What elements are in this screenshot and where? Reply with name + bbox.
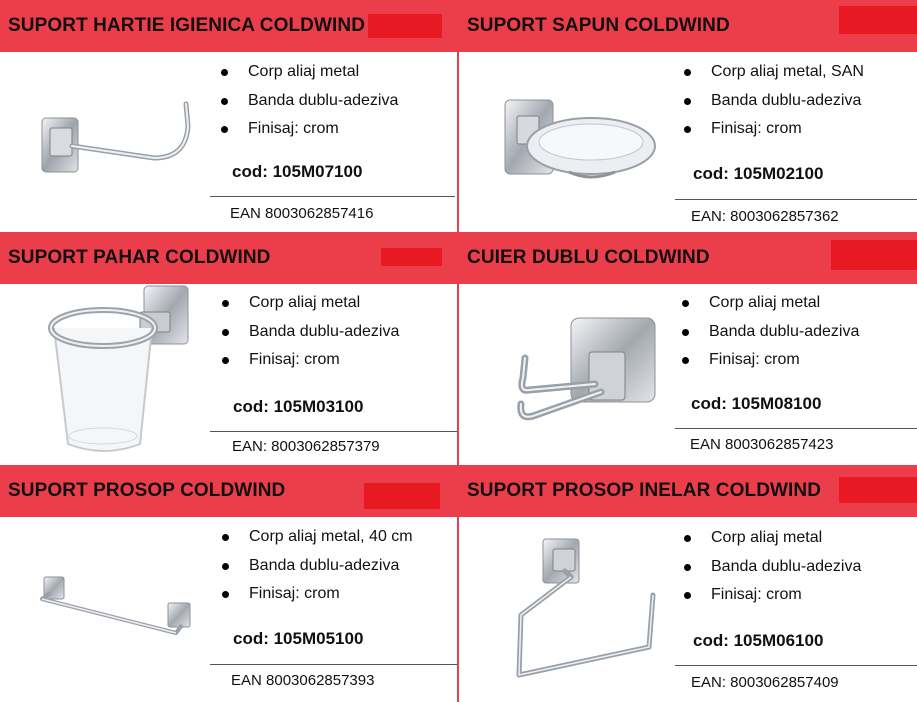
product-title: SUPORT SAPUN COLDWIND bbox=[467, 15, 730, 36]
feature-item: Finisaj: crom bbox=[212, 115, 398, 144]
towel-bar-icon bbox=[36, 573, 198, 643]
divider bbox=[675, 428, 917, 429]
double-hook-icon bbox=[511, 312, 661, 428]
product-card-cup-holder bbox=[0, 232, 457, 465]
feature-item: Corp aliaj metal bbox=[212, 58, 398, 87]
feature-item: Banda dublu-adeziva bbox=[675, 87, 864, 116]
product-code: cod: 105M08100 bbox=[691, 394, 822, 413]
feature-list bbox=[213, 289, 399, 375]
product-title: SUPORT PROSOP COLDWIND bbox=[8, 480, 286, 501]
feature-list bbox=[213, 523, 413, 609]
product-title: SUPORT PAHAR COLDWIND bbox=[8, 247, 271, 268]
product-card-soap-dish bbox=[459, 0, 917, 232]
feature-item: Corp aliaj metal bbox=[673, 289, 859, 318]
feature-list bbox=[675, 524, 861, 610]
red-tag bbox=[364, 483, 440, 509]
product-ean: EAN 8003062857416 bbox=[230, 205, 374, 222]
column-divider bbox=[457, 0, 459, 702]
feature-item: Banda dublu-adeziva bbox=[673, 318, 859, 347]
divider bbox=[210, 196, 455, 197]
feature-item: Finisaj: crom bbox=[213, 346, 399, 375]
product-ean: EAN: 8003062857379 bbox=[232, 438, 380, 455]
soap-dish-icon bbox=[499, 94, 659, 190]
product-title: SUPORT HARTIE IGIENICA COLDWIND bbox=[8, 15, 366, 36]
feature-item: Corp aliaj metal, SAN bbox=[675, 58, 864, 87]
toilet-paper-holder-icon bbox=[36, 98, 196, 180]
product-header bbox=[0, 0, 457, 52]
feature-item: Finisaj: crom bbox=[675, 581, 861, 610]
feature-item: Banda dublu-adeziva bbox=[212, 87, 398, 116]
feature-item: Banda dublu-adeziva bbox=[213, 318, 399, 347]
product-card-toilet-paper-holder bbox=[0, 0, 457, 232]
product-ean: EAN: 8003062857409 bbox=[691, 674, 839, 691]
product-ean: EAN: 8003062857362 bbox=[691, 208, 839, 225]
product-code: cod: 105M03100 bbox=[233, 397, 364, 416]
feature-item: Corp aliaj metal, 40 cm bbox=[213, 523, 413, 552]
product-title: SUPORT PROSOP INELAR COLDWIND bbox=[467, 480, 822, 501]
product-header bbox=[459, 0, 917, 52]
divider bbox=[675, 199, 917, 200]
product-title: CUIER DUBLU COLDWIND bbox=[467, 247, 710, 268]
red-tag bbox=[839, 477, 917, 503]
divider bbox=[210, 431, 457, 432]
cup-holder-icon bbox=[40, 284, 200, 460]
feature-list bbox=[675, 58, 864, 144]
product-card-double-hook bbox=[459, 232, 917, 465]
feature-item: Finisaj: crom bbox=[675, 115, 864, 144]
product-code: cod: 105M02100 bbox=[693, 164, 824, 183]
red-tag bbox=[381, 248, 442, 266]
product-card-towel-bar bbox=[0, 465, 457, 702]
feature-list bbox=[673, 289, 859, 375]
feature-item: Banda dublu-adeziva bbox=[213, 552, 413, 581]
product-header bbox=[0, 465, 457, 517]
product-ean: EAN 8003062857423 bbox=[690, 436, 834, 453]
product-ean: EAN 8003062857393 bbox=[231, 672, 375, 689]
divider bbox=[210, 664, 457, 665]
product-header bbox=[459, 232, 917, 284]
red-tag bbox=[839, 6, 917, 34]
red-tag bbox=[368, 14, 442, 38]
towel-ring-icon bbox=[513, 535, 661, 685]
product-code: cod: 105M07100 bbox=[232, 162, 363, 181]
feature-item: Corp aliaj metal bbox=[213, 289, 399, 318]
product-header bbox=[0, 232, 457, 284]
product-code: cod: 105M06100 bbox=[693, 631, 824, 650]
product-code: cod: 105M05100 bbox=[233, 629, 364, 648]
feature-item: Corp aliaj metal bbox=[675, 524, 861, 553]
feature-list bbox=[212, 58, 398, 144]
product-header bbox=[459, 465, 917, 517]
product-card-towel-ring bbox=[459, 465, 917, 702]
feature-item: Finisaj: crom bbox=[213, 580, 413, 609]
divider bbox=[675, 665, 917, 666]
feature-item: Finisaj: crom bbox=[673, 346, 859, 375]
red-tag bbox=[831, 240, 917, 270]
feature-item: Banda dublu-adeziva bbox=[675, 553, 861, 582]
